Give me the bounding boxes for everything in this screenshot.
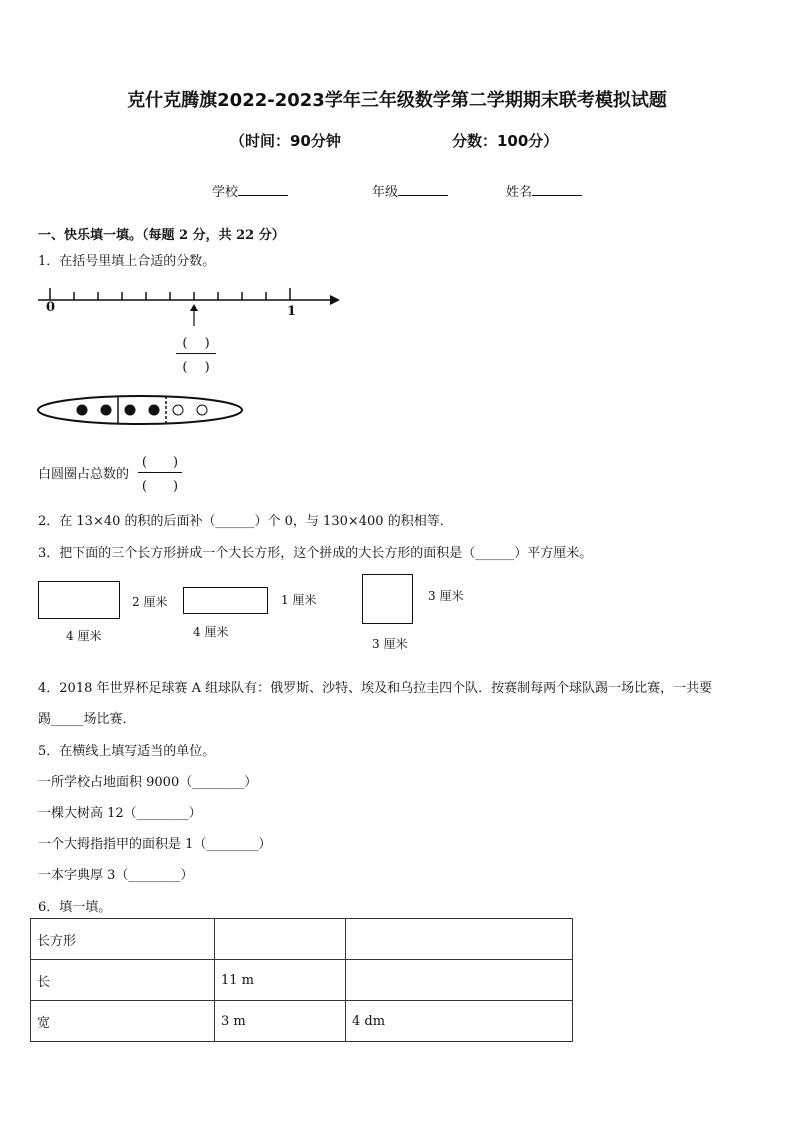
rect2-height: 1 厘米 [281, 593, 317, 607]
rect1-height: 2 厘米 [132, 595, 168, 609]
fraction-denominator: ( ) [141, 479, 179, 494]
table-row [31, 960, 573, 1001]
table-cell: 长 [31, 960, 215, 1001]
name-label: 姓名 [506, 185, 533, 200]
question-5: 5．在横线上填写适当的单位。 [38, 744, 216, 759]
circles-oval [36, 392, 248, 430]
rect3-height: 3 厘米 [428, 589, 464, 603]
fraction-numerator: ( ) [182, 336, 210, 351]
black-circle [125, 405, 136, 416]
section-heading: 一、快乐填一填。（每题 2 分，共 22 分） [38, 228, 285, 243]
numberline-one: 1 [287, 304, 297, 319]
name-field [506, 181, 582, 200]
table-cell: 3 m [215, 1001, 346, 1042]
table-cell: 宽 [31, 1001, 215, 1042]
question-4-line1: 4．2018 年世界杯足球赛 A 组球队有：俄罗斯、沙特、埃及和乌拉圭四个队．按赛制每两个球队踢一场比赛，一共要 [38, 681, 713, 696]
rect1-width: 4 厘米 [66, 629, 102, 643]
fill-table [30, 918, 573, 1042]
rectangle-3 [362, 574, 413, 624]
fraction-numerator: ( ) [141, 455, 179, 470]
table-cell: 长方形 [31, 919, 215, 960]
page-title: 克什克腾旗2022-2023学年三年级数学第二学期期末联考模拟试题 [127, 90, 667, 111]
table-cell[interactable] [346, 960, 573, 1001]
school-blank[interactable] [238, 183, 288, 196]
black-circle [101, 405, 112, 416]
question-1: 1．在括号里填上合适的分数。 [38, 254, 216, 269]
question-2: 2．在 13×40 的积的后面补（______）个 0，与 130×400 的积相等． [38, 514, 453, 529]
table-cell[interactable] [215, 919, 346, 960]
rectangle-2 [183, 587, 268, 614]
school-label: 学校 [212, 185, 239, 200]
fraction-denominator: ( ) [182, 360, 210, 375]
grade-blank[interactable] [398, 183, 448, 196]
question-4-line2: 踢_____场比赛． [38, 712, 136, 727]
table-cell: 4 dm [346, 1001, 573, 1042]
fraction-answer-1[interactable] [176, 332, 216, 375]
score-label: 分数：100分） [452, 132, 559, 150]
table-cell[interactable] [346, 919, 573, 960]
table-row [31, 919, 573, 960]
q5-line-4[interactable]: 一本字典厚 3（________） [38, 868, 194, 883]
white-circle-label: 白圆圈占总数的 [38, 467, 130, 482]
black-circle [77, 405, 88, 416]
question-3: 3．把下面的三个长方形拼成一个大长方形，这个拼成的大长方形的面积是（______）平方厘米。 [38, 546, 593, 561]
q5-line-2[interactable]: 一棵大树高 12（________） [38, 806, 202, 821]
grade-field [372, 181, 448, 200]
white-circle [173, 405, 183, 415]
rect3-width: 3 厘米 [372, 637, 408, 651]
black-circle [149, 405, 160, 416]
numberline-zero: 0 [46, 300, 56, 315]
rectangle-1 [38, 581, 120, 619]
name-blank[interactable] [532, 183, 582, 196]
q5-line-1[interactable]: 一所学校占地面积 9000（________） [38, 775, 258, 790]
grade-label: 年级 [372, 185, 399, 200]
table-cell: 11 m [215, 960, 346, 1001]
rect2-width: 4 厘米 [193, 625, 229, 639]
table-row [31, 1001, 573, 1042]
white-circle [197, 405, 207, 415]
school-field [212, 181, 288, 200]
time-label: （时间：90分钟 [230, 132, 341, 150]
q5-line-3[interactable]: 一个大拇指指甲的面积是 1（________） [38, 837, 272, 852]
question-6: 6．填一填。 [38, 900, 112, 915]
fraction-answer-2[interactable] [138, 451, 182, 494]
